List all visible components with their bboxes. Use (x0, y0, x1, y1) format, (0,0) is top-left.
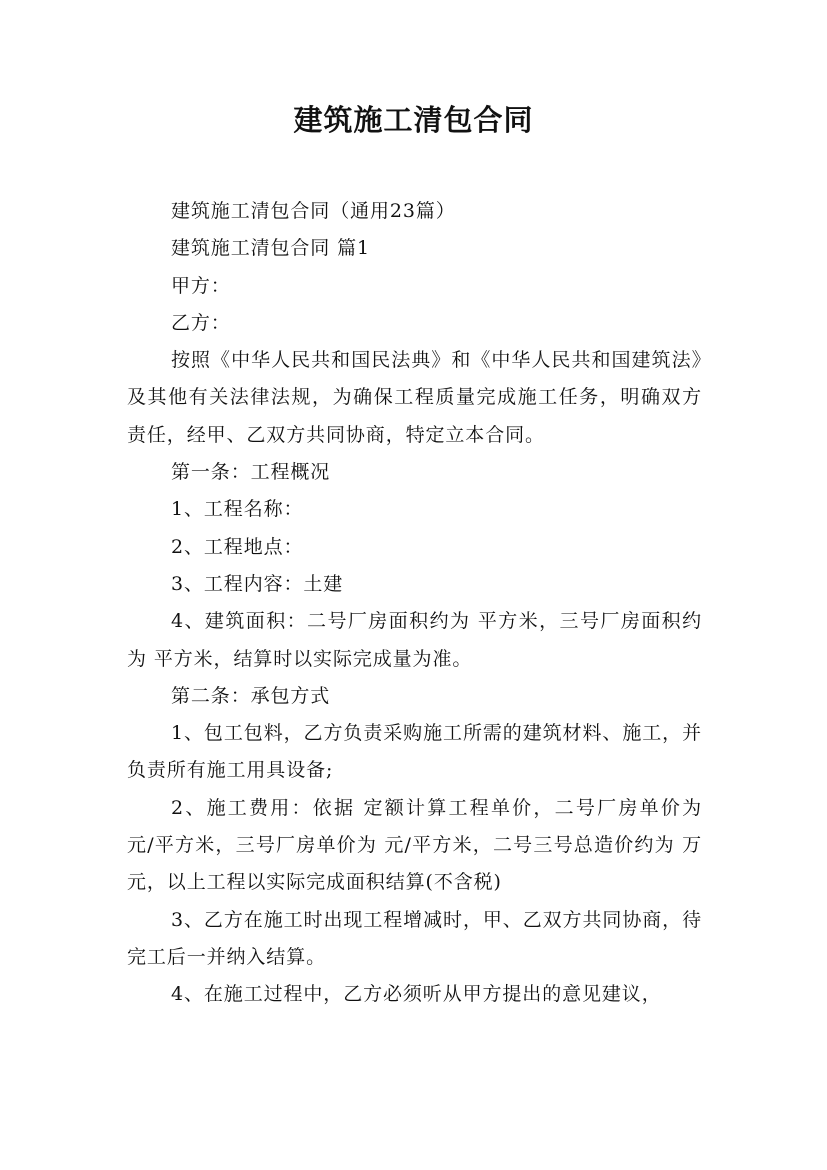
paragraph-item-follow-advice: 4、在施工过程中，乙方必须听从甲方提出的意见建议， (171, 983, 662, 1006)
paragraph-item-building-area: 4、建筑面积：二号厂房面积约为 平方米，三号厂房面积约为 平方米，结算时以实际完成量为准。 (127, 610, 702, 670)
paragraph-subtitle: 建筑施工清包合同（通用23篇） (171, 200, 456, 222)
paragraph-item-project-name: 1、工程名称： (171, 498, 304, 521)
paragraph-item-project-content: 3、工程内容：土建 (171, 572, 344, 595)
document-title: 建筑施工清包合同 (293, 103, 534, 137)
document-body (127, 193, 702, 1014)
paragraph-article-2: 第二条：承包方式 (171, 684, 331, 707)
paragraph-item-construction-fee: 2、施工费用：依据 定额计算工程单价，二号厂房单价为 元/平方米，三号厂房单价为 元/平方米，二号三号总造价约为 万元，以上工程以实际完成面积结算(不含税) (127, 796, 702, 894)
paragraph-party-a: 甲方： (171, 274, 231, 297)
paragraph-item-project-location: 2、工程地点： (171, 535, 304, 558)
paragraph-item-quantity-change: 3、乙方在施工时出现工程增减时，甲、乙双方共同协商，待完工后一并纳入结算。 (127, 908, 702, 968)
paragraph-item-contract-mode: 1、包工包料，乙方负责采购施工所需的建筑材料、施工，并负责所有施工用具设备; (127, 722, 702, 782)
paragraph-article-1: 第一条：工程概况 (171, 461, 331, 484)
paragraph-section-heading: 建筑施工清包合同 篇1 (171, 237, 371, 260)
paragraph-party-b: 乙方： (171, 311, 231, 334)
paragraph-preamble: 按照《中华人民共和国民法典》和《中华人民共和国建筑法》及其他有关法律法规，为确保工程质量完成施工任务，明确双方责任，经甲、乙双方共同协商，特定立本合同。 (127, 349, 702, 446)
